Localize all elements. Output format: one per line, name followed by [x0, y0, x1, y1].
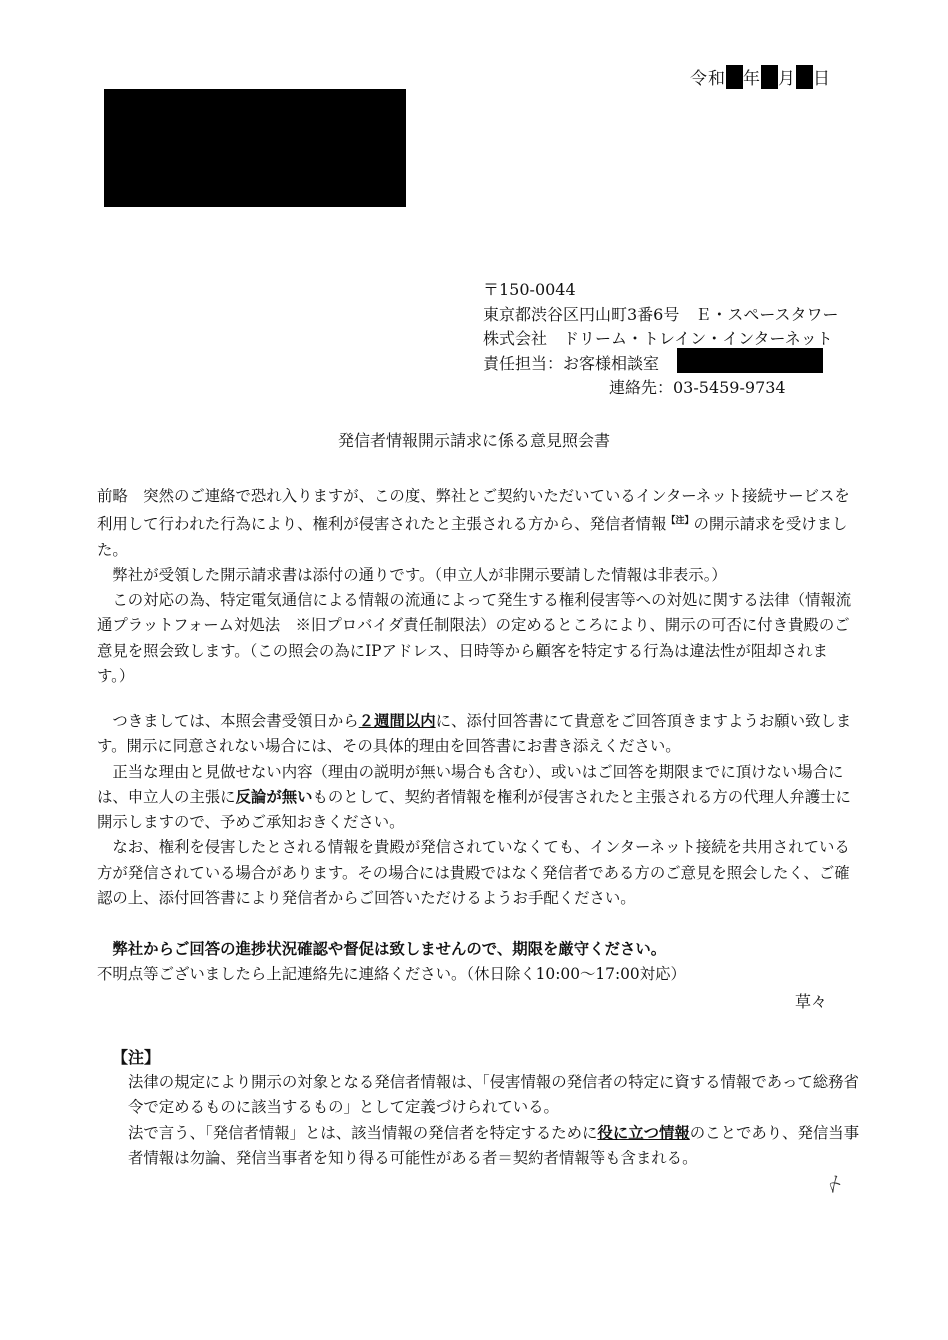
paragraph-no-response-text: 正当な理由と見做せない内容（理由の説明が無い場合も含む）、或いはご回答を期限までに頂けない場合には、申立人の主張に: [97, 762, 844, 806]
paragraph-intro-text: 前略 突然のご連絡で恐れ入りますが、この度、弊社とご契約いただいているインターネット接続サービスを利用して行われた行為により、権利が侵害されたと主張される方から、発信者情報: [97, 487, 850, 534]
paragraph-deadline-text: つきましては、本照会書受領日から: [112, 712, 359, 730]
date-era: 令和: [690, 69, 726, 89]
no-objection-emphasis: 反論が無い: [235, 787, 313, 806]
paragraph-request-attached: 弊社が受領した開示請求書は添付の通りです。（申立人が非開示要請した情報は非表示。）: [112, 565, 727, 584]
note-reference: 【注】: [666, 516, 694, 527]
paragraph-contact-info: 不明点等ございましたら上記連絡先に連絡ください。（休日除く10:00～17:00対応）: [97, 965, 686, 984]
date-year-unit: 年: [743, 69, 761, 89]
document-title: 発信者情報開示請求に係る意見照会書: [337, 431, 610, 450]
note-title: 【注】: [112, 1048, 161, 1067]
paragraph-intro: [97, 484, 857, 563]
document-date: [690, 64, 831, 89]
sender-postal: 〒150-0044: [483, 280, 576, 299]
date-day-unit: 日: [813, 69, 831, 89]
sender-block: [483, 278, 839, 401]
paragraph-no-followup: 弊社からご回答の進捗状況確認や督促は致しませんので、期限を厳守ください。: [112, 940, 667, 958]
paragraph-no-response-text-end: ものとして、契約者情報を権利が侵害されたと主張される方の代理人弁護士に開示しますので、予めご承知おきください。: [97, 787, 851, 832]
sender-company: 株式会社 ドリーム・トレイン・インターネット: [483, 329, 833, 348]
sender-contact: 連絡先：03-5459-9734: [609, 378, 786, 397]
note-line-explanation: [128, 1121, 868, 1172]
body-section-1: [97, 484, 857, 689]
end-mark: 〆: [822, 1172, 847, 1197]
paragraph-deadline: [97, 709, 857, 760]
note-explanation-text: 法で言う、「発信者情報」とは、該当情報の発信者を特定するために: [128, 1123, 598, 1142]
redacted-month: [761, 65, 778, 89]
paragraph-no-response: [97, 760, 857, 836]
deadline-emphasis: ２週間以内: [358, 712, 436, 730]
closing-salutation: 草々: [795, 992, 828, 1011]
note-explanation-text-end: のことであり、発信当事者情報は勿論、発信当事者を知り得る可能性がある者＝契約者情報等も含まれる。: [128, 1123, 860, 1167]
body-section-2: [97, 709, 857, 911]
date-month-unit: 月: [778, 69, 796, 89]
redacted-year: [726, 65, 743, 89]
paragraph-legal-basis: この対応の為、特定電気通信による情報の流通によって発生する権利侵害等への対処に関する法律（情報流通プラットフォーム対処法 ※旧プロバイダ責任制限法）の定めるところにより、開示の可否に付き貴殿のご意見を照会致します。（この照会の為にIPアドレス、日時等から顧客を特定する行為は違法性が阻却されます。）: [97, 591, 852, 686]
redacted-person-name: [677, 348, 823, 373]
redacted-recipient-block: [104, 89, 406, 207]
sender-person-label: 責任担当：お客様相談室: [483, 353, 660, 373]
body-section-3: [97, 937, 857, 988]
paragraph-deadline-text-end: に、添付回答書にて貴意をご回答頂きますようお願い致します。開示に同意されない場合には、その具体的理由を回答書にお書き添えください。: [97, 712, 852, 756]
note-body: [128, 1070, 868, 1171]
note-line-definition: 法律の規定により開示の対象となる発信者情報は、「侵害情報の発信者の特定に資する情報であって総務省令で定めるものに該当するもの」として定義づけられている。: [128, 1073, 859, 1117]
redacted-day: [796, 65, 813, 89]
useful-info-emphasis: 役に立つ情報: [597, 1123, 690, 1142]
sender-address: 東京都渋谷区円山町3番6号 Ｅ・スペースタワー: [483, 304, 839, 324]
paragraph-intro-text-end: の開示請求を受けました。: [97, 515, 848, 559]
paragraph-shared-connection: なお、権利を侵害したとされる情報を貴殿が発信されていなくても、インターネット接続を共用されている方が発信されている場合があります。その場合には貴殿ではなく発信者である方のご意見を照会したく、ご確認の上、添付回答書により発信者からご回答いただけるようお手配ください。: [97, 838, 850, 908]
